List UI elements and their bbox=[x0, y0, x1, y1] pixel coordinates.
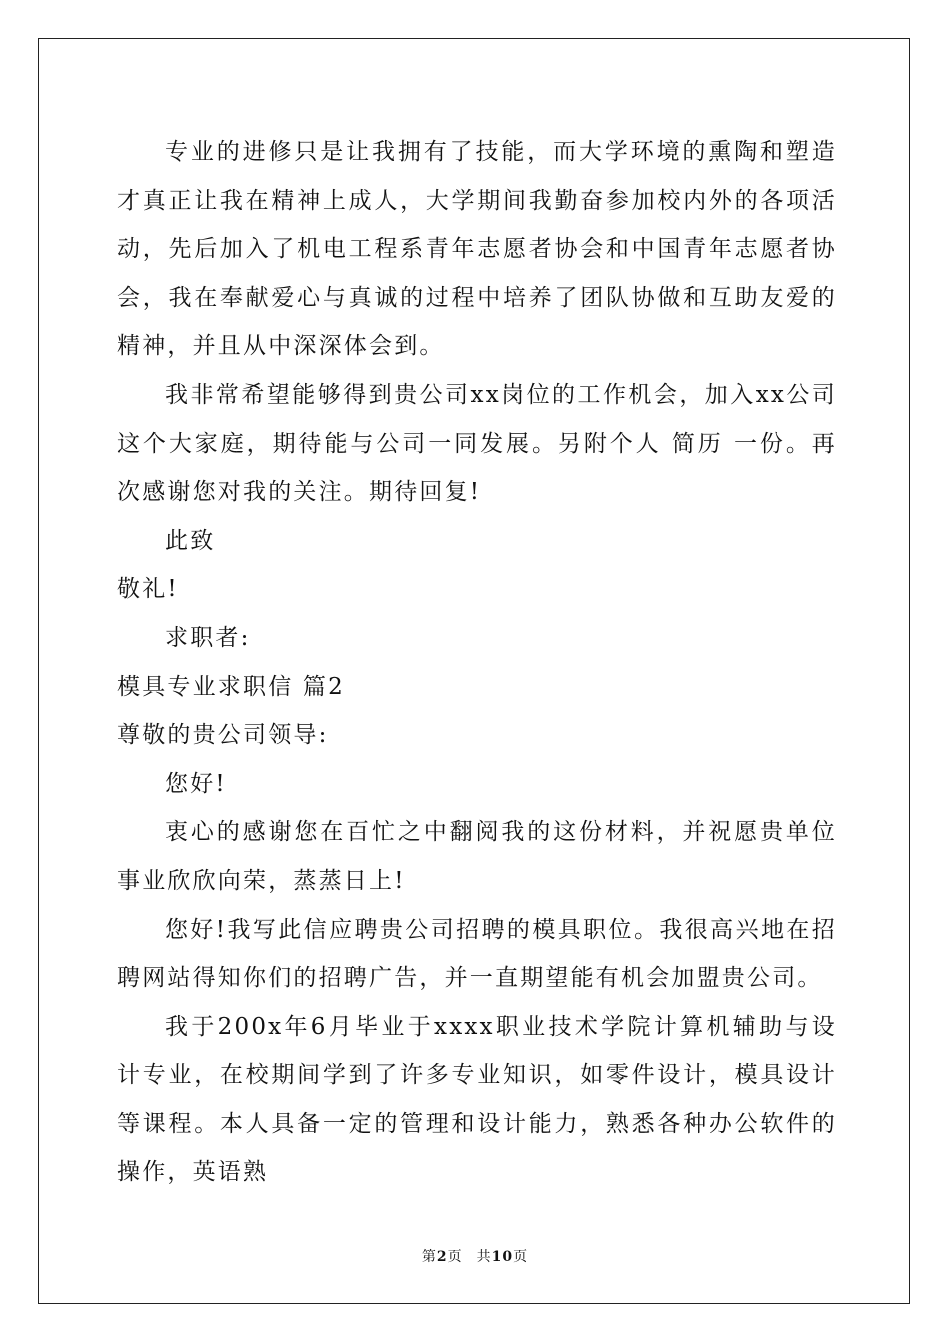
total-prefix: 共 bbox=[476, 1249, 492, 1265]
total-suffix: 页 bbox=[513, 1249, 529, 1265]
closing-regards: 敬礼! bbox=[117, 576, 179, 603]
section-heading: 模具专业求职信 篇2 bbox=[117, 673, 345, 700]
paragraph-2: 我非常希望能够得到贵公司xx岗位的工作机会，加入xx公司这个大家庭，期待能与公司一同发展。另附个人 简历 一份。再次感谢您对我的关注。期待回复! bbox=[117, 381, 837, 506]
page-number: 2 bbox=[436, 1249, 448, 1265]
signature-line: 求职者: bbox=[165, 624, 251, 651]
closing-salutation: 此致 bbox=[165, 527, 216, 554]
page-suffix: 页 bbox=[447, 1249, 463, 1265]
paragraph-background: 我于200x年6月毕业于xxxx职业技术学院计算机辅助与设计专业，在校期间学到了许多专业知识，如零件设计，模具设计等课程。本人具备一定的管理和设计能力，熟悉各种办公软件的操作，英语熟 bbox=[117, 1013, 837, 1186]
page-footer bbox=[0, 1246, 950, 1266]
document-body bbox=[117, 128, 837, 1197]
page-prefix: 第 bbox=[421, 1249, 437, 1265]
total-pages: 10 bbox=[491, 1249, 514, 1265]
greeting-recipient: 尊敬的贵公司领导: bbox=[117, 722, 329, 749]
greeting-hello: 您好! bbox=[165, 770, 227, 797]
paragraph-1: 专业的进修只是让我拥有了技能，而大学环境的熏陶和塑造才真正让我在精神上成人，大学期间我勤奋参加校内外的各项活动，先后加入了机电工程系青年志愿者协会和中国青年志愿者协会，我在奉献爱心与真诚的过程中培养了团队协做和互助友爱的精神，并且从中深深体会到。 bbox=[117, 139, 837, 360]
paragraph-application: 您好!我写此信应聘贵公司招聘的模具职位。我很高兴地在招聘网站得知你们的招聘广告，并一直期望能有机会加盟贵公司。 bbox=[117, 916, 837, 992]
paragraph-thanks: 衷心的感谢您在百忙之中翻阅我的这份材料，并祝愿贵单位事业欣欣向荣，蒸蒸日上! bbox=[117, 819, 837, 894]
